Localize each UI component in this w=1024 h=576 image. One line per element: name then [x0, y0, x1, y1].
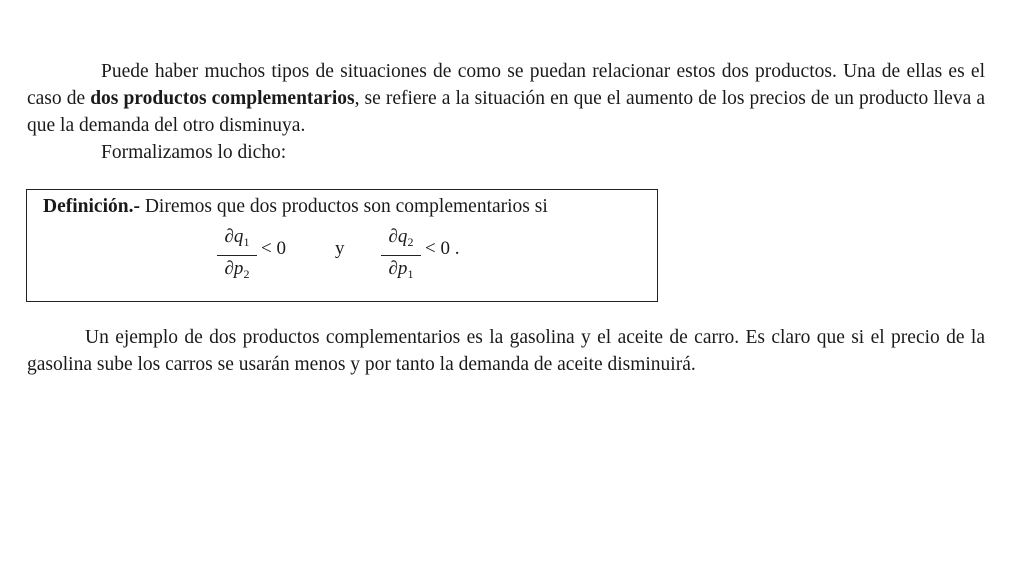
- intro-text-start: Puede haber muchos tipos de situaciones de como se puedan relacionar estos dos productos. Una de ellas es el caso de: [27, 61, 985, 109]
- example-section: [27, 324, 985, 378]
- document-body: [27, 58, 985, 166]
- definition-statement: [43, 196, 548, 218]
- numerator-1-subscript: 1: [243, 235, 250, 249]
- definition-label: Definición.-: [43, 196, 140, 217]
- intro-text-end: , se refiere a la situación en que el aumento de los precios de un producto lleva a que la demanda del otro disminuya.: [27, 88, 985, 136]
- numerator-1: [217, 226, 257, 253]
- denominator-1-subscript: 2: [243, 267, 250, 281]
- fraction-bar-1: [217, 255, 257, 256]
- denominator-2-symbol: ∂p: [388, 258, 408, 279]
- numerator-2-subscript: 2: [407, 235, 414, 249]
- relation-2: < 0 .: [425, 238, 460, 259]
- definition-box: [26, 189, 658, 302]
- intro-paragraph: [27, 58, 985, 139]
- example-paragraph: Un ejemplo de dos productos complementarios es la gasolina y el aceite de carro. Es claro que si el precio de la gasolina sube los carros se usarán menos y por tanto la demanda de aceite disminuirá.: [27, 327, 985, 375]
- bold-term: dos productos complementarios: [90, 88, 355, 109]
- fraction-bar-2: [381, 255, 421, 256]
- definition-text: Diremos que dos productos son complementarios si: [139, 196, 548, 217]
- denominator-1: [217, 258, 257, 285]
- denominator-2-subscript: 1: [407, 267, 414, 281]
- denominator-2: [381, 258, 421, 285]
- relation-1: < 0: [261, 238, 286, 259]
- fraction-1: [217, 226, 257, 285]
- numerator-2-symbol: ∂q: [388, 226, 408, 247]
- denominator-1-symbol: ∂p: [224, 258, 244, 279]
- connector-y: y: [335, 238, 345, 259]
- numerator-2: [381, 226, 421, 253]
- numerator-1-symbol: ∂q: [224, 226, 244, 247]
- formalize-line: Formalizamos lo dicho:: [101, 142, 287, 163]
- fraction-2: [381, 226, 421, 285]
